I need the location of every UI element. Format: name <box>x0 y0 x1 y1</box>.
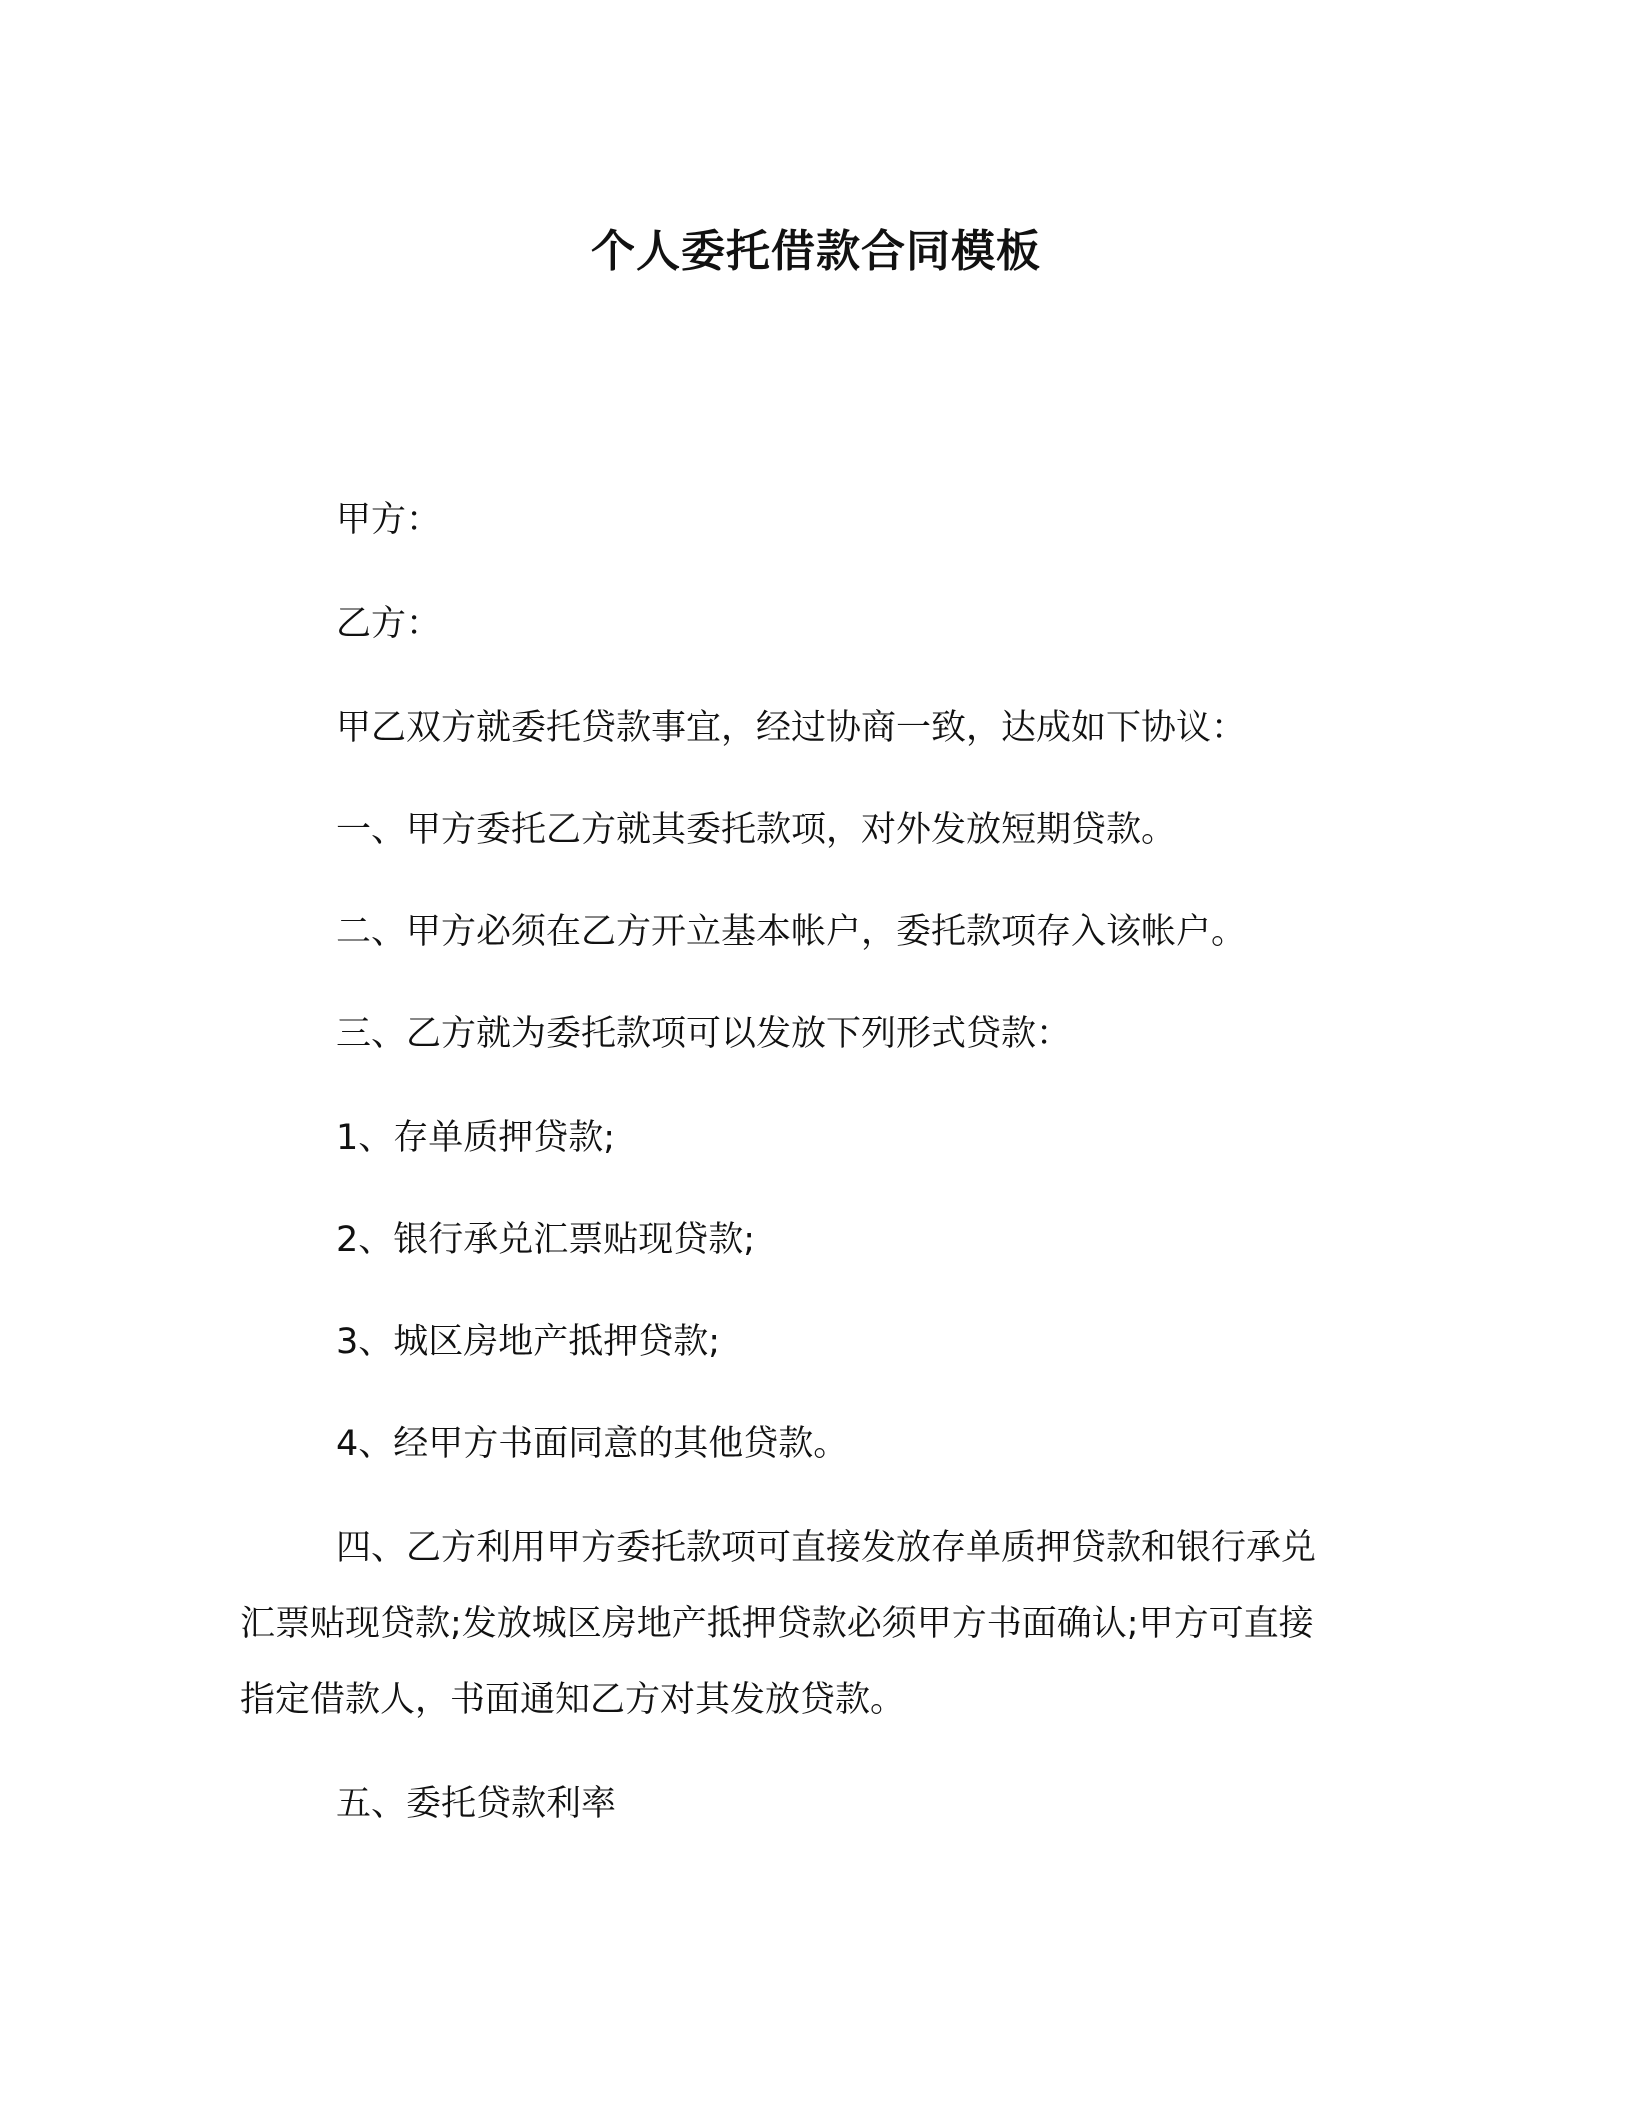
clause-3: 三、乙方就为委托款项可以发放下列形式贷款： <box>336 1014 1072 1054</box>
clause-4-line-2: 汇票贴现贷款;发放城区房地产抵押贷款必须甲方书面确认;甲方可直接 <box>240 1604 1314 1644</box>
clause-5: 五、委托贷款利率 <box>336 1784 617 1824</box>
clause-3-item-1: 1、存单质押贷款; <box>336 1118 616 1158</box>
clause-2: 二、甲方必须在乙方开立基本帐户，委托款项存入该帐户。 <box>336 912 1247 952</box>
clause-4-line-1: 四、乙方利用甲方委托款项可直接发放存单质押贷款和银行承兑 <box>336 1528 1317 1568</box>
clause-3-item-4: 4、经甲方书面同意的其他贷款。 <box>336 1424 849 1464</box>
clause-3-item-2: 2、银行承兑汇票贴现贷款; <box>336 1220 756 1260</box>
party-a-label: 甲方： <box>336 500 442 540</box>
clause-3-item-3: 3、城区房地产抵押贷款; <box>336 1322 721 1362</box>
party-b-label: 乙方： <box>336 604 442 644</box>
clause-4-line-3: 指定借款人，书面通知乙方对其发放贷款。 <box>240 1680 906 1720</box>
clause-1: 一、甲方委托乙方就其委托款项，对外发放短期贷款。 <box>336 810 1177 850</box>
document-title: 个人委托借款合同模板 <box>591 226 1041 277</box>
intro-paragraph: 甲乙双方就委托贷款事宜，经过协商一致，达成如下协议： <box>336 708 1247 748</box>
